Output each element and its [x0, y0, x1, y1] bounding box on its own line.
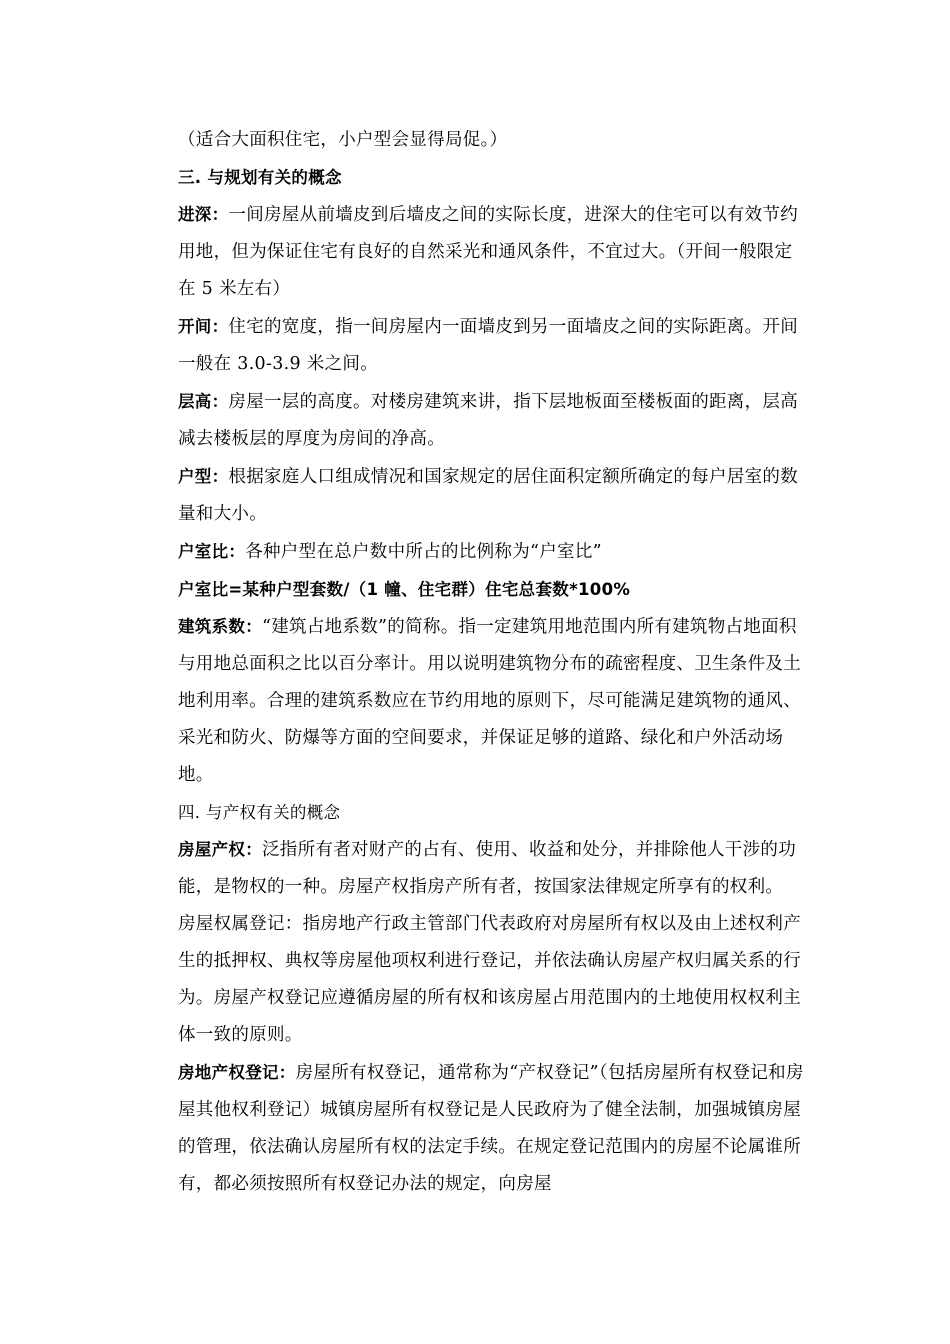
- paragraph-text: （适合大面积住宅，小户型会显得局促。）: [178, 130, 508, 150]
- paragraph-house-property-right: [178, 831, 806, 906]
- heading-text: 三. 与规划有关的概念: [178, 168, 342, 187]
- paragraph-bay-width: [178, 308, 806, 383]
- paragraph-ownership-registration: [178, 906, 806, 1054]
- paragraph-text: 根据家庭人口组成情况和国家规定的居住面积定额所确定的每户居室的数量和大小。: [178, 467, 799, 524]
- term-label: 层高：: [178, 392, 229, 411]
- section-heading-planning: [178, 159, 806, 196]
- term-label: 房地产权登记：: [178, 1063, 296, 1082]
- term-label: 建筑系数：: [178, 617, 262, 636]
- paragraph-text: 各种户型在总户数中所占的比例称为“户室比”: [245, 542, 602, 562]
- term-label: 开间：: [178, 317, 229, 336]
- term-label: 户室比：: [178, 542, 246, 561]
- paragraph-text: 住宅的宽度，指一间房屋内一面墙皮到另一面墙皮之间的实际距离。开间一般在 3.0-3.9 米之间。: [178, 317, 799, 374]
- paragraph-text: 房屋权属登记：指房地产行政主管部门代表政府对房屋所有权以及由上述权利产生的抵押权、典权等房屋他项权利进行登记，并依法确认房屋产权归属关系的行为。房屋产权登记应遵循房屋的所有权和该房屋占用范围内的土地使用权权利主体一致的原则。: [178, 914, 801, 1045]
- term-label: 房屋产权：: [178, 840, 262, 859]
- paragraph-floor-height: [178, 383, 806, 458]
- paragraph-unit-type: [178, 458, 806, 533]
- term-label: 进深：: [178, 205, 229, 224]
- paragraph-depth: [178, 196, 806, 308]
- unit-ratio-formula: [178, 571, 806, 608]
- paragraph-unit-ratio: [178, 533, 806, 571]
- term-label: 户型：: [178, 467, 229, 486]
- paragraph-text: “建筑占地系数”的简称。指一定建筑用地范围内所有建筑物占地面积与用地总面积之比以百分率计。用以说明建筑物分布的疏密程度、卫生条件及土地利用率。合理的建筑系数应在节约用地的原则下，尽可能满足建筑物的通风、采光和防火、防爆等方面的空间要求，并保证足够的道路、绿化和户外活动场地。: [178, 617, 801, 785]
- heading-text: 四. 与产权有关的概念: [178, 803, 341, 822]
- formula-text: 户室比=某种户型套数/（1 幢、住宅群）住宅总套数*100%: [178, 580, 631, 599]
- paragraph-text: 房屋所有权登记，通常称为“产权登记”（包括房屋所有权登记和房屋其他权利登记）城镇房屋所有权登记是人民政府为了健全法制，加强城镇房屋的管理，依法确认房屋所有权的法定手续。在规定登记范围内的房屋不论属谁所有，都必须按照所有权登记办法的规定，向房屋: [178, 1063, 804, 1194]
- paragraph-text: 一间房屋从前墙皮到后墙皮之间的实际长度，进深大的住宅可以有效节约用地，但为保证住宅有良好的自然采光和通风条件，不宜过大。（开间一般限定在 5 米左右）: [178, 205, 799, 299]
- paragraph-building-coefficient: [178, 608, 806, 794]
- paragraph-text: 房屋一层的高度。对楼房建筑来讲，指下层地板面至楼板面的距离，层高减去楼板层的厚度为房间的净高。: [178, 392, 799, 449]
- paragraph-real-estate-registration: [178, 1054, 806, 1203]
- paragraph-note-large-area: [178, 122, 806, 159]
- paragraph-text: 泛指所有者对财产的占有、使用、收益和处分，并排除他人干涉的功能，是物权的一种。房屋产权指房产所有者，按国家法律规定所享有的权利。: [178, 840, 796, 897]
- section-heading-property-rights: [178, 794, 806, 831]
- document-body: [178, 122, 806, 1203]
